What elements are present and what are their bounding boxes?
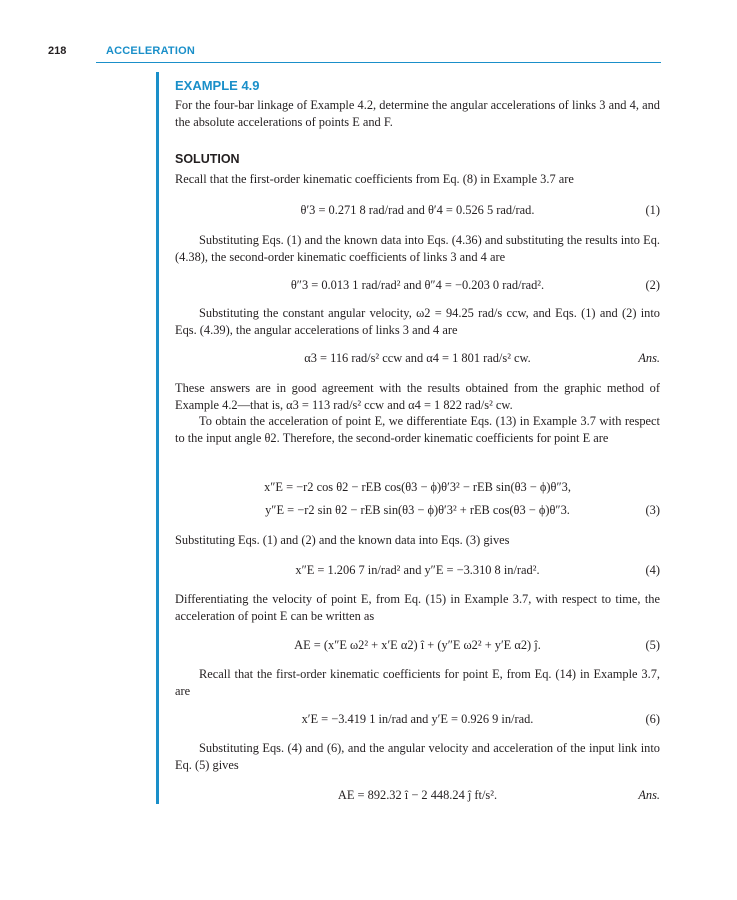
header-rule: [96, 62, 661, 63]
solution-title: SOLUTION: [175, 152, 240, 166]
equation-2: [175, 276, 660, 294]
equation-5-body: AE = (x″E ω2² + x′E α2) î + (y″E ω2² + y′E α2) ĵ.: [294, 638, 541, 652]
page-number: 218: [48, 45, 67, 57]
paragraph-1: Recall that the first-order kinematic coefficients from Eq. (8) in Example 3.7 are: [175, 172, 574, 186]
equation-2-number: (2): [645, 278, 660, 292]
paragraph-7: Differentiating the velocity of point E, from Eq. (15) in Example 3.7, with respect to time, the acceleration of point E can be written as: [175, 592, 660, 623]
paragraph-5: To obtain the acceleration of point E, we differentiate Eqs. (13) in Example 3.7 with respect to the input angle θ2. Therefore, the second-order kinematic coefficients for point E are: [175, 414, 660, 445]
paragraph-6: Substituting Eqs. (1) and (2) and the known data into Eqs. (3) gives: [175, 533, 510, 547]
equation-6-body: x′E = −3.419 1 in/rad and y′E = 0.926 9 in/rad.: [301, 712, 534, 726]
answer-label-1: Ans.: [638, 351, 660, 365]
equation-3b-body: y″E = −r2 sin θ2 − rEB sin(θ3 − ϕ)θ′3² + rEB cos(θ3 − ϕ)θ″3.: [265, 503, 570, 517]
example-statement: For the four-bar linkage of Example 4.2, determine the angular accelerations of links 3 and 4, and the absolute accelerations of points E and F.: [175, 98, 660, 129]
paragraph-8: Recall that the first-order kinematic coefficients for point E, from Eq. (14) in Example 3.7, are: [175, 667, 660, 698]
paragraph-9: Substituting Eqs. (4) and (6), and the angular velocity and acceleration of the input link into Eq. (5) gives: [175, 741, 660, 772]
equation-1-number: (1): [645, 203, 660, 217]
equation-answer-1: [175, 349, 660, 367]
answer-label-2: Ans.: [638, 788, 660, 802]
paragraph-2: Substituting Eqs. (1) and the known data into Eqs. (4.36) and substituting the results into Eq. (4.38), the second-order kinematic coefficients of links 3 and 4 are: [175, 233, 660, 264]
equation-5: [175, 636, 660, 654]
chapter-title: ACCELERATION: [106, 45, 195, 57]
paragraph-3: Substituting the constant angular velocity, ω2 = 94.25 rad/s ccw, and Eqs. (1) and (2) into Eqs. (4.39), the angular accelerations of links 3 and 4 are: [175, 306, 660, 337]
example-title: EXAMPLE 4.9: [175, 78, 260, 93]
equation-1-body: θ′3 = 0.271 8 rad/rad and θ′4 = 0.526 5 rad/rad.: [300, 203, 535, 217]
equation-3b: [175, 501, 660, 519]
equation-answer-1-body: α3 = 116 rad/s² ccw and α4 = 1 801 rad/s² cw.: [304, 351, 531, 365]
equation-1: [175, 201, 660, 219]
equation-6-number: (6): [645, 712, 660, 726]
equation-6: [175, 710, 660, 728]
equation-5-number: (5): [645, 638, 660, 652]
equation-4-number: (4): [645, 563, 660, 577]
example-sidebar-bar: [156, 72, 159, 804]
equation-2-body: θ″3 = 0.013 1 rad/rad² and θ″4 = −0.203 0 rad/rad².: [290, 278, 545, 292]
equation-3-number: (3): [645, 503, 660, 517]
equation-3a: [175, 478, 660, 496]
equation-answer-2-body: AE = 892.32 î − 2 448.24 ĵ ft/s².: [337, 788, 498, 802]
paragraph-4: These answers are in good agreement with the results obtained from the graphic method of Example 4.2—that is, α3 = 113 rad/s² ccw and α4 = 1 822 rad/s² cw.: [175, 381, 660, 412]
equation-4-body: x″E = 1.206 7 in/rad² and y″E = −3.310 8 in/rad².: [295, 563, 540, 577]
equation-4: [175, 561, 660, 579]
equation-answer-2: [175, 786, 660, 804]
equation-3a-body: x″E = −r2 cos θ2 − rEB cos(θ3 − ϕ)θ′3² − rEB sin(θ3 − ϕ)θ″3,: [264, 480, 571, 494]
